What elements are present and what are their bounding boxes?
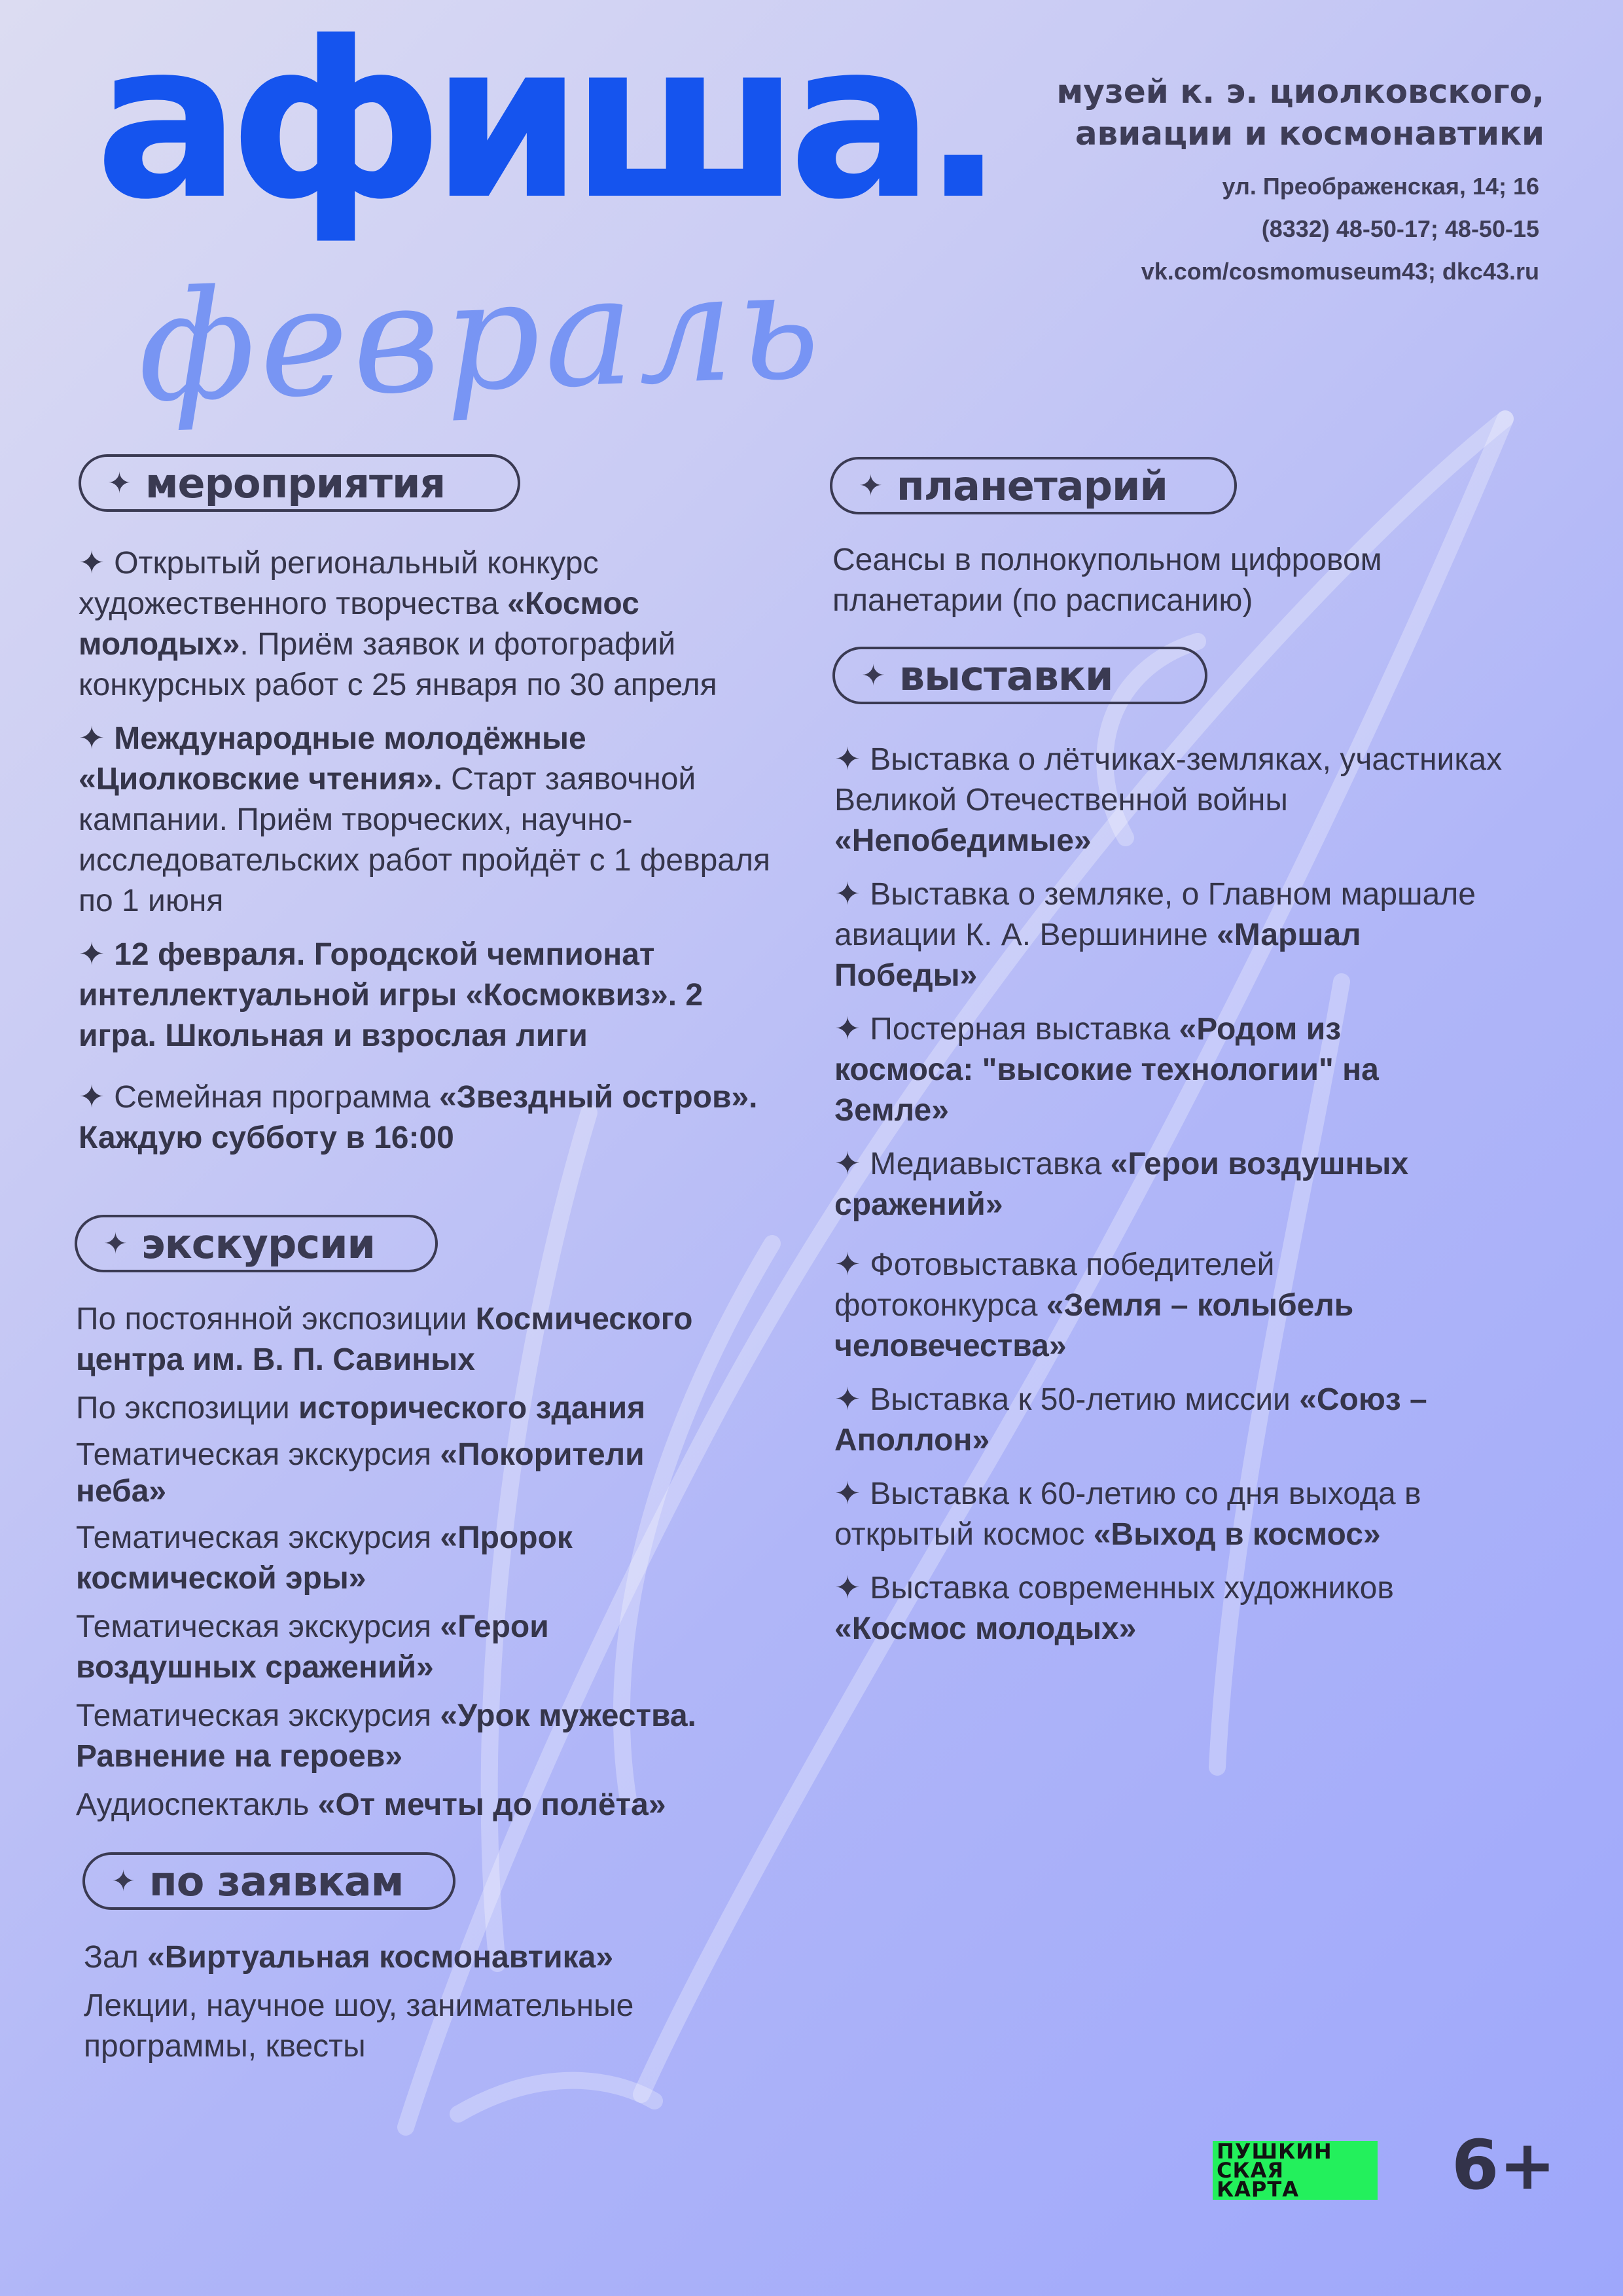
sparkle-star-icon: ✦ xyxy=(834,742,861,777)
address: ул. Преображенская, 14; 16 xyxy=(1222,173,1539,200)
sparkle-star-icon: ✦ xyxy=(79,721,105,756)
phone: (8332) 48-50-17; 48-50-15 xyxy=(1261,215,1539,242)
list-item: ✦ Выставка современных художников «Космос молодых» xyxy=(834,1571,1394,1646)
age-rating: 6+ xyxy=(1452,2125,1556,2205)
sparkle-star-icon: ✦ xyxy=(861,658,885,692)
planetarium-heading xyxy=(830,457,1237,514)
contacts xyxy=(1141,165,1539,293)
requests-list xyxy=(84,1937,738,2075)
exhibitions-heading xyxy=(832,647,1207,704)
tours-list xyxy=(76,1299,796,1833)
list-item: ✦ Фотовыставка победителей фотоконкурса «Земля – колыбель человечества» xyxy=(834,1247,1354,1363)
planetarium-heading-label: планетарий xyxy=(896,461,1168,510)
list-item: По постоянной экспозиции Космического центра им. В. П. Савиных xyxy=(76,1302,693,1377)
events-list xyxy=(79,543,782,1172)
sparkle-star-icon: ✦ xyxy=(834,1477,861,1511)
list-item: ✦ Международные молодёжные «Циолковские чтения». Старт заявочной кампании. Приём творческих, научно-исследовательских работ пройдёт с 1 февраля по 1 июня xyxy=(79,721,770,918)
museum-name xyxy=(1056,71,1544,154)
requests-heading-label: по заявкам xyxy=(149,1857,404,1905)
list-item: ✦ Медиавыставка «Герои воздушных сражений» xyxy=(834,1147,1409,1222)
list-item: Зал «Виртуальная космонавтика» xyxy=(84,1940,614,1975)
website-links: vk.com/cosmomuseum43; dkc43.ru xyxy=(1141,258,1539,285)
list-item: Тематическая экскурсия «Урок мужества. Равнение на героев» xyxy=(76,1698,696,1774)
museum-name-line1: музей к. э. циолковского, xyxy=(1056,73,1544,111)
list-item: Аудиоспектакль «От мечты до полёта» xyxy=(76,1787,666,1822)
list-item: Тематическая экскурсия «Герои воздушных сражений» xyxy=(76,1609,549,1685)
requests-heading xyxy=(82,1852,455,1910)
list-item: ✦ Постерная выставка «Родом из космоса: "высокие технологии" на Земле» xyxy=(834,1012,1379,1128)
sparkle-star-icon: ✦ xyxy=(79,937,105,972)
poster-title: афиша. xyxy=(95,0,993,247)
list-item: ✦ Открытый региональный конкурс художественного творчества «Космос молодых». Приём заявок и фотографий конкурсных работ с 25 января по 30 апреля xyxy=(79,546,717,702)
sparkle-star-icon: ✦ xyxy=(859,469,882,503)
museum-name-line2: авиации и космонавтики xyxy=(1075,115,1544,152)
events-heading-label: мероприятия xyxy=(145,459,446,507)
sparkle-star-icon: ✦ xyxy=(834,1382,861,1417)
list-item: Тематическая экскурсия «Покорители неба» xyxy=(76,1437,645,1509)
sparkle-star-icon: ✦ xyxy=(834,1012,861,1047)
list-item: ✦ Выставка к 60-летию со дня выхода в открытый космос «Выход в космос» xyxy=(834,1477,1421,1552)
sparkle-star-icon: ✦ xyxy=(79,1080,105,1115)
list-item: Тематическая экскурсия «Пророк космической эры» xyxy=(76,1520,573,1596)
tours-heading-label: экскурсии xyxy=(141,1219,375,1268)
list-item: ✦ Выставка к 50-летию миссии «Союз – Аполлон» xyxy=(834,1382,1427,1458)
exhibitions-heading-label: выставки xyxy=(899,651,1113,700)
planetarium-text: Сеансы в полнокупольном цифровом планетарии (по расписанию) xyxy=(832,543,1382,618)
list-item: ✦ 12 февраля. Городской чемпионат интеллектуальной игры «Космоквиз». 2 игра. Школьная и взрослая лиги xyxy=(79,937,704,1053)
events-heading xyxy=(79,454,520,512)
sparkle-star-icon: ✦ xyxy=(834,1571,861,1605)
month-script: февраль xyxy=(134,237,827,437)
list-item: Лекции, научное шоу, занимательные программы, квесты xyxy=(84,1988,634,2064)
list-item: ✦ Выставка о лётчиках-земляках, участниках Великой Отечественной войны «Непобедимые» xyxy=(834,742,1503,858)
list-item: ✦ Семейная программа «Звездный остров». Каждую субботу в 16:00 xyxy=(79,1080,758,1155)
list-item: ✦ Выставка о земляке, о Главном маршале авиации К. А. Вершинине «Маршал Победы» xyxy=(834,877,1476,993)
list-item: По экспозиции исторического здания xyxy=(76,1391,646,1426)
pushkin-card-logo: ПУШКИН СКАЯ КАРТА xyxy=(1213,2141,1378,2200)
sparkle-star-icon: ✦ xyxy=(107,466,131,500)
sparkle-star-icon: ✦ xyxy=(834,1147,861,1181)
sparkle-star-icon: ✦ xyxy=(834,877,861,912)
sparkle-star-icon: ✦ xyxy=(834,1247,861,1282)
sparkle-star-icon: ✦ xyxy=(111,1864,135,1898)
exhibitions-list xyxy=(834,740,1508,1662)
sparkle-star-icon: ✦ xyxy=(79,546,105,581)
tours-heading xyxy=(75,1215,438,1272)
sparkle-star-icon: ✦ xyxy=(103,1227,127,1261)
